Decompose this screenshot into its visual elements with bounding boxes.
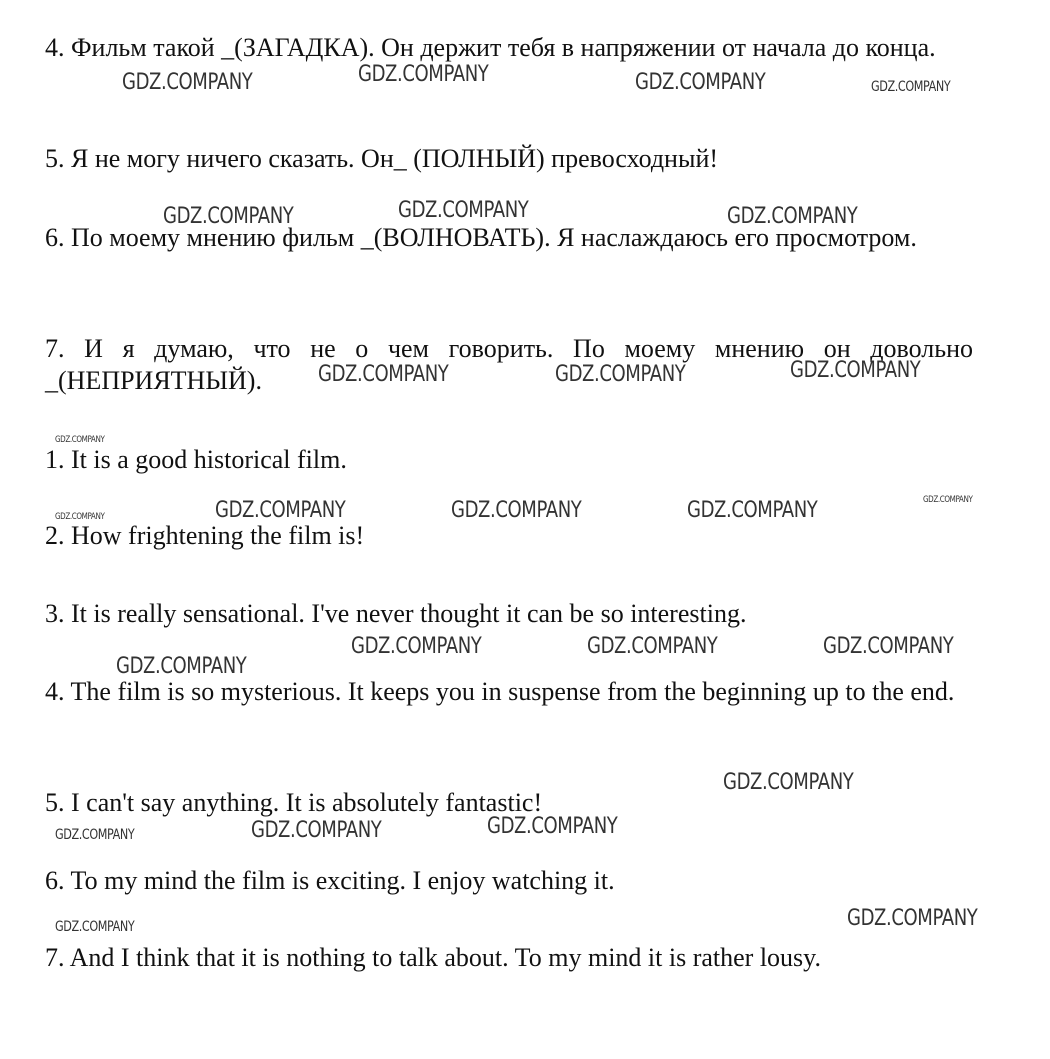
russian-sentence-6: 6. По моему мнению фильм _(ВОЛНОВАТЬ). Я наслаждаюсь его просмотром. xyxy=(45,223,917,252)
watermark: GDZ.COMPANY xyxy=(351,634,482,659)
english-sentence-5: 5. I can't say anything. It is absolutely fantastic! xyxy=(45,788,543,817)
watermark: GDZ.COMPANY xyxy=(451,498,582,523)
watermark: GDZ.COMPANY xyxy=(55,512,105,522)
english-sentence-6: 6. To my mind the film is exciting. I enjoy watching it. xyxy=(45,866,615,895)
russian-sentence-4: 4. Фильм такой _(ЗАГАДКА). Он держит тебя в напряжении от начала до конца. xyxy=(45,33,936,62)
watermark: GDZ.COMPANY xyxy=(871,79,951,95)
russian-sentence-5: 5. Я не могу ничего сказать. Он_ (ПОЛНЫЙ) превосходный! xyxy=(45,144,719,173)
watermark: GDZ.COMPANY xyxy=(687,498,818,523)
russian-sentence-7: 7. И я думаю, что не о чем говорить. По моему мнению он довольно _(НЕПРИЯТНЫЙ). xyxy=(45,334,973,395)
watermark: GDZ.COMPANY xyxy=(318,362,449,387)
watermark: GDZ.COMPANY xyxy=(587,634,718,659)
watermark: GDZ.COMPANY xyxy=(358,62,489,87)
watermark: GDZ.COMPANY xyxy=(122,70,253,95)
watermark: GDZ.COMPANY xyxy=(727,204,858,229)
english-sentence-3: 3. It is really sensational. I've never thought it can be so interesting. xyxy=(45,599,747,628)
watermark: GDZ.COMPANY xyxy=(251,818,382,843)
watermark: GDZ.COMPANY xyxy=(116,654,247,679)
watermark: GDZ.COMPANY xyxy=(555,362,686,387)
watermark: GDZ.COMPANY xyxy=(55,919,135,935)
watermark: GDZ.COMPANY xyxy=(55,435,105,445)
english-sentence-7: 7. And I think that it is nothing to talk about. To my mind it is rather lousy. xyxy=(45,943,821,972)
watermark: GDZ.COMPANY xyxy=(923,495,973,505)
watermark: GDZ.COMPANY xyxy=(215,498,346,523)
watermark: GDZ.COMPANY xyxy=(163,204,294,229)
watermark: GDZ.COMPANY xyxy=(55,827,135,843)
english-sentence-1: 1. It is a good historical film. xyxy=(45,445,347,474)
watermark: GDZ.COMPANY xyxy=(790,358,921,383)
watermark: GDZ.COMPANY xyxy=(398,198,529,223)
watermark: GDZ.COMPANY xyxy=(487,814,618,839)
watermark: GDZ.COMPANY xyxy=(847,906,978,931)
english-sentence-4: 4. The film is so mysterious. It keeps you in suspense from the beginning up to the end. xyxy=(45,677,955,706)
watermark: GDZ.COMPANY xyxy=(823,634,954,659)
watermark: GDZ.COMPANY xyxy=(723,770,854,795)
watermark: GDZ.COMPANY xyxy=(635,70,766,95)
english-sentence-2: 2. How frightening the film is! xyxy=(45,521,365,550)
